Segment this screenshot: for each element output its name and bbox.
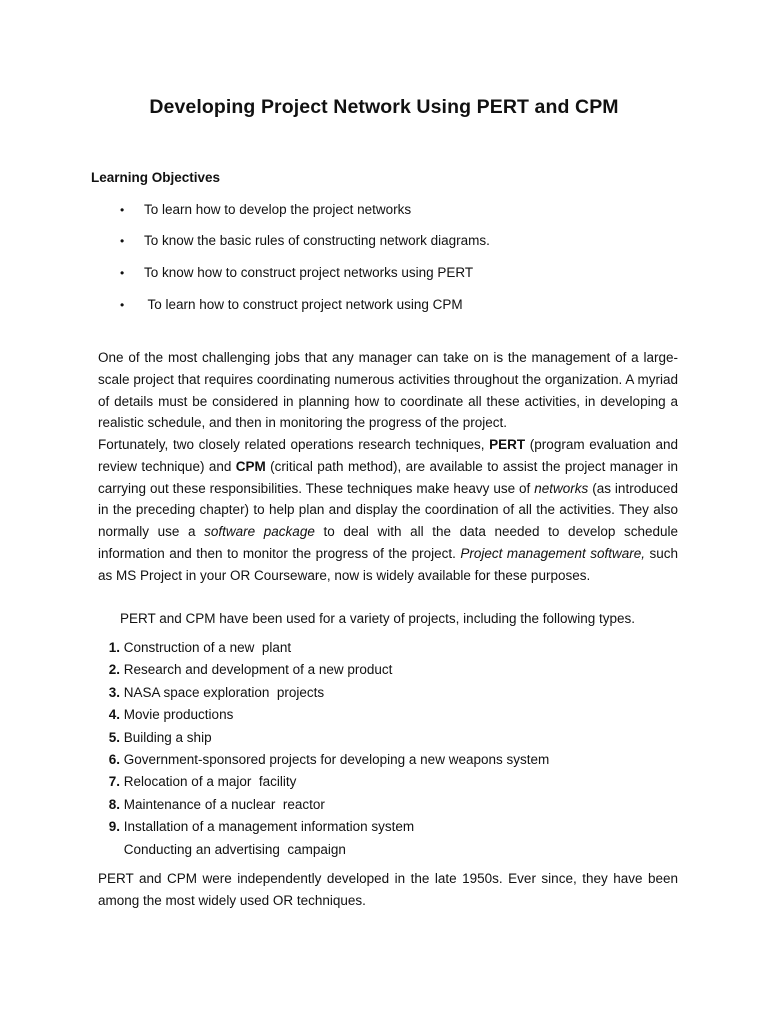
pert-term: PERT — [489, 437, 526, 452]
list-item — [98, 660, 549, 682]
list-item — [98, 683, 549, 705]
objective-item — [120, 233, 490, 248]
list-item-label: Maintenance of a nuclear reactor — [123, 796, 325, 812]
history-paragraph: PERT and CPM were independently developed in the late 1950s. Ever since, they have been among the most widely used OR techniques. — [98, 871, 678, 908]
paragraph-text: Fortunately, two closely related operations research techniques, — [98, 437, 490, 452]
objective-text: To learn how to construct project network using CPM — [144, 297, 463, 312]
bullet-icon: • — [120, 234, 125, 248]
project-types-intro: PERT and CPM have been used for a variety of projects, including the following types. — [120, 611, 636, 626]
paragraph-text: (critical path method), are available to assist the project manager in carrying out these responsibilities. These techniques make heavy use of — [98, 458, 678, 496]
list-item-label: Installation of a management information system — [123, 819, 415, 835]
list-number: 5. — [108, 729, 120, 745]
objective-item — [120, 265, 473, 280]
list-item — [98, 750, 549, 772]
list-item-label: Research and development of a new product — [123, 662, 393, 678]
networks-term: networks — [534, 480, 589, 496]
list-item — [98, 705, 549, 727]
list-item-label: NASA space exploration projects — [123, 684, 325, 700]
intro-paragraph: One of the most challenging jobs that any manager can take on is the management of a large-scale project that requires coordinating numerous activities throughout the organization. A myriad of details must be considered in planning how to coordinate all these activities, in developing a realistic schedule, and then in monitoring the progress of the project. — [98, 350, 678, 431]
list-item — [98, 638, 549, 660]
list-item-label: Conducting an advertising campaign — [123, 841, 346, 857]
pert-cpm-paragraph — [98, 434, 678, 587]
list-number: 6. — [108, 751, 120, 767]
list-item-label: Movie productions — [123, 707, 234, 723]
list-number: 3. — [108, 684, 120, 700]
learning-objectives-heading: Learning Objectives — [91, 170, 221, 185]
objective-item — [120, 297, 463, 312]
list-item-label: Relocation of a major facility — [123, 774, 297, 790]
bullet-icon: • — [120, 203, 125, 217]
bullet-icon: • — [120, 266, 125, 280]
list-item — [98, 817, 549, 839]
objective-text: To learn how to develop the project networks — [144, 202, 412, 217]
project-types-list — [98, 638, 549, 862]
list-number: 7. — [108, 774, 120, 790]
list-item — [98, 728, 549, 750]
list-number: 8. — [108, 796, 120, 812]
software-package-term: software package — [204, 524, 315, 540]
list-number: 2. — [108, 662, 120, 678]
project-management-software-term: Project management software, — [460, 545, 645, 561]
paragraph-text: (program evaluation and review technique) and — [98, 437, 678, 474]
objective-text: To know the basic rules of constructing network diagrams. — [144, 233, 490, 248]
paragraph-text: to deal with all the data needed to develop schedule information and then to monitor the progress of the project. — [98, 524, 679, 561]
paragraph-text: such as MS Project in your OR Courseware, now is widely available for these purposes. — [98, 545, 678, 583]
list-item — [98, 840, 549, 862]
bullet-icon: • — [120, 298, 125, 312]
objective-item — [120, 202, 411, 217]
list-item-label: Construction of a new plant — [123, 640, 292, 655]
list-number: 9. — [108, 819, 120, 835]
objective-text: To know how to construct project networks using PERT — [144, 265, 474, 280]
list-item — [98, 772, 549, 794]
list-item-label: Building a ship — [123, 729, 212, 745]
list-item — [98, 795, 549, 817]
paragraph-text: (as introduced in the preceding chapter) to help plan and display the coordination of all the activities. They also normally use a — [98, 480, 678, 540]
list-item-label: Government-sponsored projects for developing a new weapons system — [123, 751, 550, 767]
list-number: 1. — [108, 640, 120, 655]
list-number: 4. — [108, 707, 120, 723]
document-title: Developing Project Network Using PERT and CPM — [149, 96, 619, 118]
cpm-term: CPM — [235, 458, 266, 474]
